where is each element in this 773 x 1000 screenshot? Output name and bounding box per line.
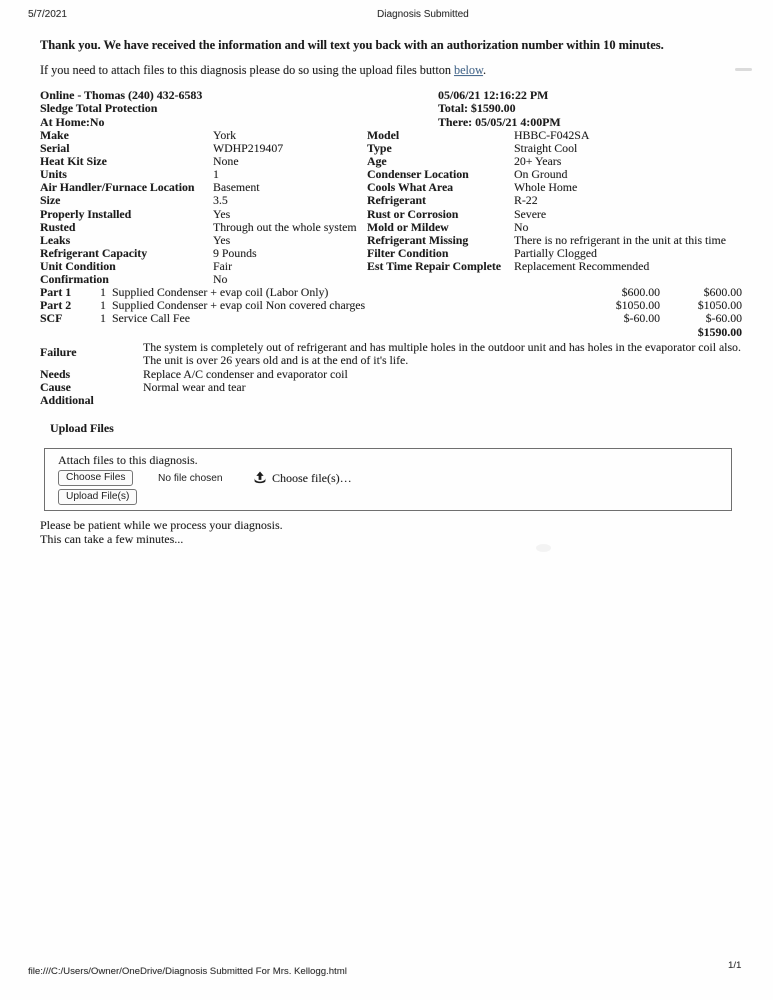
- detail-value: Straight Cool: [514, 141, 578, 156]
- there-timestamp: There: 05/05/21 4:00PM: [438, 114, 561, 129]
- at-home-flag: At Home:No: [40, 114, 105, 129]
- line-item-code: Part 1: [40, 285, 72, 299]
- scan-artifact: [735, 68, 752, 71]
- choose-files-link[interactable]: Choose file(s)…: [272, 471, 352, 485]
- detail-row: [367, 207, 726, 220]
- detail-label: Properly Installed: [40, 206, 132, 221]
- detail-value: 1: [213, 167, 219, 182]
- line-item-price: $-60.00: [623, 311, 660, 326]
- note-text: Replace A/C condenser and evaporator coil: [143, 366, 348, 381]
- detail-value: Partially Clogged: [514, 245, 597, 260]
- detail-row: [40, 272, 357, 285]
- detail-value: R-22: [514, 193, 538, 208]
- detail-value: None: [213, 154, 239, 169]
- detail-row: [367, 180, 726, 193]
- detail-value: No: [213, 272, 228, 287]
- upload-tray-icon: [253, 471, 267, 485]
- detail-label: Rust or Corrosion: [367, 206, 459, 221]
- detail-row: [367, 141, 726, 154]
- detail-row: [40, 246, 357, 259]
- no-file-chosen-text: No file chosen: [158, 473, 223, 484]
- note-label: Needs: [40, 366, 71, 381]
- detail-label: Est Time Repair Complete: [367, 258, 502, 273]
- note-label: Cause: [40, 379, 71, 394]
- line-item-amount: $600.00: [703, 285, 742, 299]
- detail-label: Heat Kit Size: [40, 154, 107, 169]
- detail-row: [40, 259, 357, 272]
- customer-name-phone: Online - Thomas (240) 432-6583: [40, 88, 203, 102]
- detail-label: Cools What Area: [367, 180, 454, 195]
- detail-value: Fair: [213, 258, 233, 273]
- diagnosis-notes: [40, 341, 742, 407]
- detail-row: [40, 193, 357, 206]
- detail-row: [40, 128, 357, 141]
- detail-label: Unit Condition: [40, 258, 116, 273]
- detail-row: [40, 141, 357, 154]
- line-item-qty: 1: [100, 298, 106, 313]
- line-item-amount: $1050.00: [697, 298, 742, 313]
- detail-row: [367, 220, 726, 233]
- line-item-row: [40, 298, 742, 311]
- detail-row: [367, 154, 726, 167]
- detail-label: Refrigerant Capacity: [40, 245, 148, 260]
- detail-value: There is no refrigerant in the unit at this time: [514, 232, 726, 247]
- line-item-price: $600.00: [621, 285, 660, 299]
- line-item-code: Part 2: [40, 298, 72, 313]
- detail-label: Leaks: [40, 232, 71, 247]
- note-label: Failure: [40, 345, 77, 359]
- plan-name: Sledge Total Protection: [40, 101, 158, 116]
- detail-label: Confirmation: [40, 272, 109, 287]
- detail-value: Whole Home: [514, 180, 578, 195]
- note-label: Additional: [40, 393, 94, 408]
- upload-instruction: Attach files to this diagnosis.: [58, 453, 198, 467]
- processing-status: [40, 519, 283, 546]
- detail-label: Make: [40, 128, 69, 142]
- line-item-row: [40, 311, 742, 324]
- detail-value: No: [514, 219, 529, 234]
- detail-label: Refrigerant: [367, 193, 426, 208]
- note-text: Normal wear and tear: [143, 379, 246, 394]
- status-line: Please be patient while we process your diagnosis.: [40, 518, 283, 532]
- detail-label: Air Handler/Furnace Location: [40, 180, 195, 195]
- attach-instruction: [40, 63, 740, 78]
- detail-value: Replacement Recommended: [514, 258, 650, 273]
- detail-row: [367, 259, 726, 272]
- detail-value: On Ground: [514, 167, 568, 182]
- detail-value: WDHP219407: [213, 141, 284, 156]
- detail-label: Units: [40, 167, 67, 182]
- attach-instruction-text: If you need to attach files to this diagnosis please do so using the upload files button: [40, 63, 454, 77]
- line-item-qty: 1: [100, 311, 106, 326]
- detail-label: Size: [40, 193, 61, 208]
- detail-value: 20+ Years: [514, 154, 562, 169]
- line-item-description: Service Call Fee: [112, 311, 190, 326]
- line-items-table: [40, 285, 742, 338]
- line-item-amount: $-60.00: [705, 311, 742, 326]
- detail-label: Model: [367, 128, 400, 142]
- upload-files-heading: Upload Files: [50, 421, 114, 435]
- detail-label: Rusted: [40, 219, 76, 234]
- detail-row: [40, 167, 357, 180]
- upload-files-panel: [44, 448, 732, 511]
- detail-value: 9 Pounds: [213, 245, 257, 260]
- details-left-column: [40, 128, 357, 285]
- grand-total: $1590.00: [697, 324, 742, 339]
- note-text: The system is completely out of refrigerant and has multiple holes in the outdoor unit and has holes in the evaporator coil also. The unit is over 26 years old and is at the end of it's life.: [143, 340, 741, 368]
- attach-instruction-period: .: [482, 63, 487, 77]
- status-line: This can take a few minutes...: [40, 531, 184, 546]
- detail-value: Yes: [213, 232, 231, 247]
- detail-label: Serial: [40, 141, 70, 156]
- detail-value: 3.5: [213, 193, 228, 208]
- line-items-total-row: [40, 325, 742, 338]
- thank-you-message: Thank you. We have received the information and will text you back with an authorization number within 10 minutes.: [40, 38, 664, 52]
- detail-value: Yes: [213, 206, 231, 221]
- line-item-description: Supplied Condenser + evap coil (Labor Only): [112, 285, 329, 299]
- detail-row: [40, 180, 357, 193]
- upload-files-button[interactable]: Upload File(s): [58, 489, 137, 505]
- total-amount: Total: $1590.00: [438, 101, 516, 116]
- scan-artifact: [536, 544, 551, 552]
- detail-label: Type: [367, 141, 392, 156]
- note-row: [40, 394, 742, 407]
- submitted-timestamp: 05/06/21 12:16:22 PM: [438, 88, 549, 102]
- appointment-summary: [438, 89, 561, 129]
- detail-label: Age: [367, 154, 387, 169]
- note-row: [40, 381, 742, 394]
- customer-summary: [40, 89, 202, 129]
- note-row: [40, 341, 742, 368]
- detail-label: Filter Condition: [367, 245, 449, 260]
- note-row: [40, 368, 742, 381]
- detail-value: Through out the whole system: [213, 219, 357, 234]
- detail-row: [40, 233, 357, 246]
- line-item-row: [40, 285, 742, 298]
- print-header-title: Diagnosis Submitted: [377, 9, 469, 20]
- line-item-code: SCF: [40, 311, 63, 326]
- detail-value: Basement: [213, 180, 260, 195]
- detail-label: Refrigerant Missing: [367, 232, 469, 247]
- detail-row: [40, 220, 357, 233]
- detail-row: [367, 167, 726, 180]
- print-footer-file-path: file:///C:/Users/Owner/OneDrive/Diagnosis Submitted For Mrs. Kellogg.html: [28, 966, 347, 977]
- detail-row: [367, 246, 726, 259]
- detail-row: [367, 128, 726, 141]
- detail-value: HBBC-F042SA: [514, 128, 590, 142]
- line-item-qty: 1: [100, 285, 106, 299]
- detail-value: York: [213, 128, 237, 142]
- print-footer-page-number: 1/1: [728, 960, 742, 971]
- detail-value: Severe: [514, 206, 547, 221]
- print-header-date: 5/7/2021: [28, 9, 67, 20]
- below-link[interactable]: below: [453, 63, 483, 77]
- detail-row: [367, 233, 726, 246]
- line-item-description: Supplied Condenser + evap coil Non covered charges: [112, 298, 366, 313]
- detail-label: Condenser Location: [367, 167, 469, 182]
- detail-label: Mold or Mildew: [367, 219, 449, 234]
- choose-files-button[interactable]: Choose Files: [58, 470, 133, 486]
- line-item-price: $1050.00: [615, 298, 660, 313]
- detail-row: [40, 154, 357, 167]
- details-right-column: [367, 128, 726, 272]
- detail-row: [367, 193, 726, 206]
- detail-row: [40, 207, 357, 220]
